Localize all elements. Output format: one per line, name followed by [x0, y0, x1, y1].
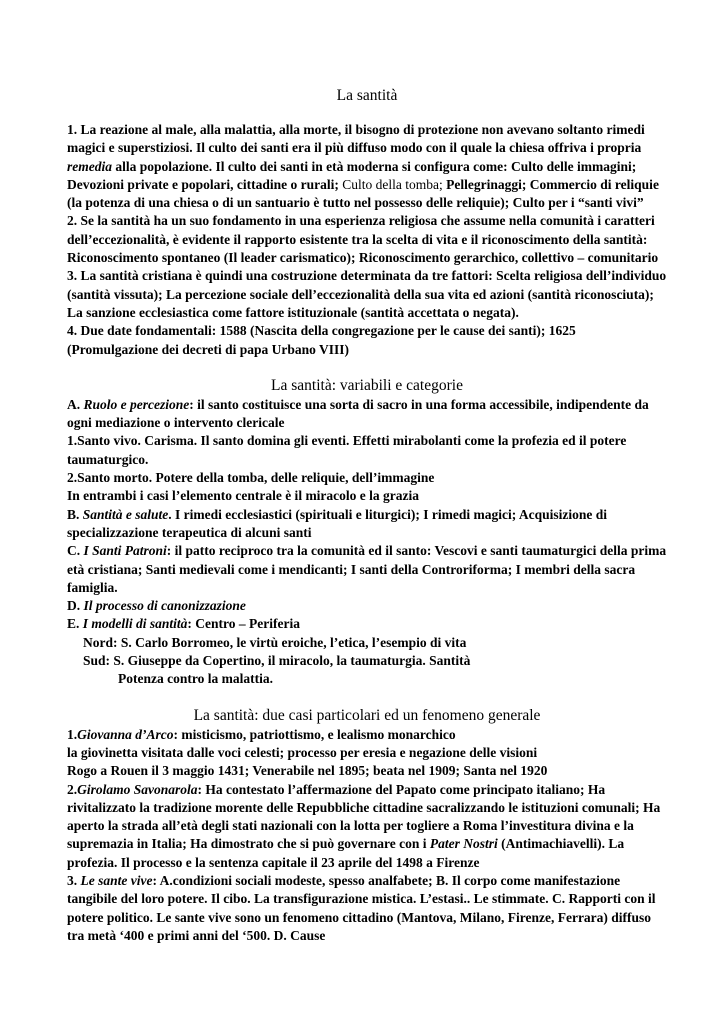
item-b-salute: B. Santità e salute. I rimedi ecclesiastici (spirituali e liturgici); I rimedi magici; Acquisizione di specializzazione terapeutica di alcuni santi	[67, 506, 607, 540]
item-d-canonizzazione: D. Il processo di canonizzazione	[67, 598, 246, 614]
item-giovanna-rogo: Rogo a Rouen il 3 maggio 1431; Venerabile nel 1895; beata nel 1909; Santa nel 1920	[67, 763, 548, 779]
paragraph-4: 4. Due date fondamentali: 1588 (Nascita della congregazione per le cause dei santi); 1625 (Promulgazione dei decreti di papa Urbano VIII)	[67, 323, 576, 357]
item-nord: Nord: S. Carlo Borromeo, le virtù eroiche, l’etica, l’esempio di vita	[83, 634, 467, 650]
paragraph-2: 2. Se la santità ha un suo fondamento in una esperienza religiosa che assume nella comunità i caratteri dell’eccezionalità, è evidente il rapporto esistente tra la scelta di vita e il riconoscimento della santità: Riconoscimento spontaneo (Il leader carismatico); Riconoscimento gerarchico, collettivo – comunitario	[67, 213, 659, 266]
item-c-patroni: C. I Santi Patroni: il patto reciproco tra la comunità ed il santo: Vescovi e santi taumaturgici della prima età cristiana; Santi medievali come i mendicanti; I santi della Controriforma; I membri della sacra famiglia.	[67, 543, 667, 595]
item-santo-vivo: 1.Santo vivo. Carisma. Il santo domina gli eventi. Effetti mirabolanti come la profezia ed il potere taumaturgico.	[67, 433, 627, 467]
item-potenza: Potenza contro la malattia.	[118, 671, 273, 687]
item-sud: Sud: S. Giuseppe da Copertino, il miracolo, la taumaturgia. Santità	[83, 653, 471, 669]
item-santo-morto: 2.Santo morto. Potere della tomba, delle reliquie, dell’immagine	[67, 470, 435, 486]
item-savonarola: 2.Girolamo Savonarola: Ha contestato l’affermazione del Papato come principato italiano; Ha rivitalizzato la tradizione morente delle Repubbliche cittadine sacralizzando le istituzioni comunali; Ha aperto la strada all’età degli stati nazionali con la lotta per togliere a Roma l’investitura divina e la supremazia in Italia; Ha dimostrato che si può governare con i Pater Nostri (Antimachiavelli). La profezia. Il processo e la sentenza capitale il 23 aprile del 1498 a Firenze	[67, 781, 661, 870]
item-a-ruolo: A. Ruolo e percezione: il santo costituisce una sorta di sacro in una forma accessibile, indipendente da ogni mediazione o intervento clericale	[67, 396, 649, 431]
paragraph-1: 1. La reazione al male, alla malattia, alla morte, il bisogno di protezione non avevano soltanto rimedi magici e superstiziosi. Il culto dei santi era il più diffuso modo con il quale la chiesa offriva i propria remedia alla popolazione. Il culto dei santi in età moderna si configura come: Culto delle immagini; Devozioni private e popolari, cittadine o rurali; Culto della tomba; Pellegrinaggi; Commercio di reliquie (la potenza di una chiesa o di un santuario è tutto nel possesso delle reliquie); Culto per i “santi vivi”	[67, 122, 659, 211]
item-giovanna-visioni: la giovinetta visitata dalle voci celesti; processo per eresia e negazione delle visioni	[67, 744, 538, 760]
section-title-santita: La santità	[336, 87, 398, 104]
section-title-variabili: La santità: variabili e categorie	[271, 376, 463, 394]
section-title-casi: La santità: due casi particolari ed un fenomeno generale	[193, 706, 541, 724]
paragraph-3: 3. La santità cristiana è quindi una costruzione determinata da tre fattori: Scelta religiosa dell’individuo (santità vissuta); La percezione sociale dell’eccezionalità della sua vita ed azioni (santità riconosciuta); La sanzione ecclesiastica come fattore istituzionale (santità accettata o negata).	[67, 268, 667, 320]
item-miracolo: In entrambi i casi l’elemento centrale è il miracolo e la grazia	[67, 488, 420, 504]
item-giovanna: 1.Giovanna d’Arco: misticismo, patriottismo, e lealismo monarchico	[67, 726, 456, 742]
document-body	[67, 86, 667, 945]
item-e-modelli: E. I modelli di santità: Centro – Periferia	[67, 616, 300, 632]
item-sante-vive: 3. Le sante vive: A.condizioni sociali modeste, spesso analfabete; B. Il corpo come manifestazione tangibile del loro potere. Il cibo. La transfigurazione mistica. L’estasi.. Le stimmate. C. Rapporti con il potere politico. Le sante vive sono un fenomeno cittadino (Mantova, Milano, Firenze, Ferrara) diffuso tra metà ‘400 e primi anni del ‘500. D. Cause	[67, 872, 656, 943]
